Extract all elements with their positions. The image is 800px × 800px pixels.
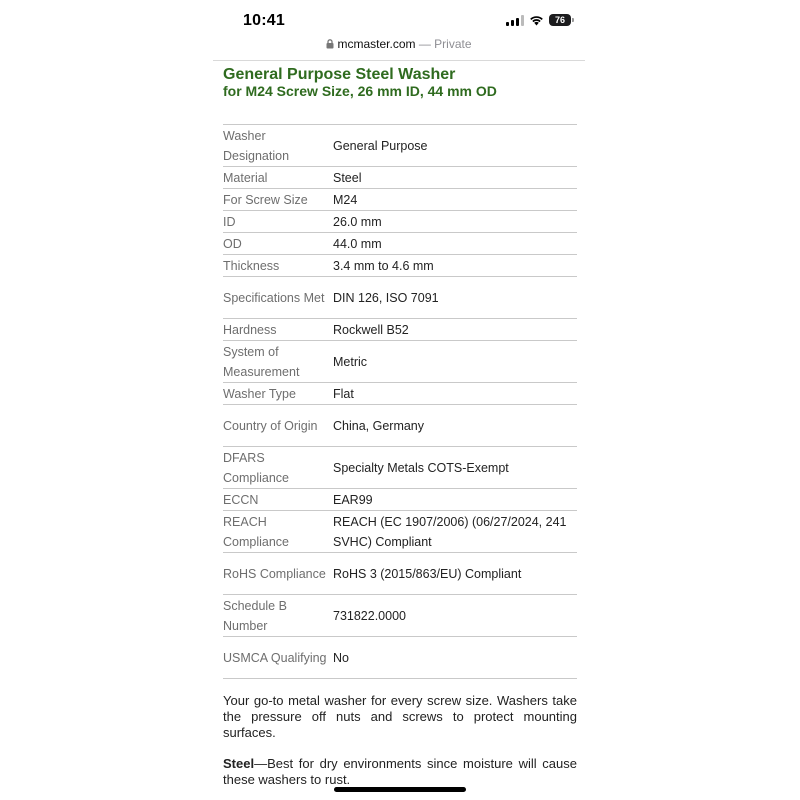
product-page bbox=[223, 66, 577, 787]
address-bar[interactable] bbox=[213, 37, 585, 55]
spec-value: 26.0 mm bbox=[333, 214, 382, 229]
spec-value: RoHS 3 (2015/863/EU) Compliant bbox=[333, 566, 522, 581]
spec-table bbox=[223, 124, 577, 679]
product-title: General Purpose Steel Washer bbox=[223, 66, 456, 83]
spec-value: EAR99 bbox=[333, 492, 373, 507]
spec-row bbox=[223, 255, 577, 277]
spec-row bbox=[223, 511, 577, 553]
home-indicator[interactable] bbox=[334, 787, 466, 792]
cellular-signal-icon bbox=[506, 15, 524, 26]
product-description: Your go-to metal washer for every screw size. Washers take the pressure off nuts and screws to protect mounting surfaces. bbox=[223, 693, 577, 740]
spec-label: Washer Type bbox=[223, 386, 296, 401]
spec-row bbox=[223, 125, 577, 167]
spec-row bbox=[223, 211, 577, 233]
spec-label: Hardness bbox=[223, 322, 277, 337]
spec-row bbox=[223, 167, 577, 189]
phone-screen bbox=[213, 0, 585, 800]
spec-value: Metric bbox=[333, 354, 368, 369]
material-term: Steel bbox=[223, 756, 255, 771]
spec-label: RoHS Compliance bbox=[223, 566, 326, 581]
spec-label: Material bbox=[223, 170, 268, 185]
spec-value: 731822.0000 bbox=[333, 608, 406, 623]
spec-value: REACH (EC 1907/2006) (06/27/2024, 241 SVHC) Compliant bbox=[333, 514, 567, 549]
spec-row bbox=[223, 595, 577, 637]
spec-label: Washer Designation bbox=[223, 128, 290, 163]
spec-value: No bbox=[333, 650, 349, 665]
spec-value: DIN 126, ISO 7091 bbox=[333, 290, 439, 305]
spec-row bbox=[223, 553, 577, 595]
material-note bbox=[223, 756, 577, 788]
lock-icon bbox=[326, 39, 334, 49]
spec-row bbox=[223, 277, 577, 319]
spec-label: USMCA Qualifying bbox=[223, 650, 327, 665]
spec-label: Specifications Met bbox=[223, 290, 325, 305]
status-bar bbox=[213, 0, 585, 36]
spec-value: 3.4 mm to 4.6 mm bbox=[333, 258, 434, 273]
spec-row bbox=[223, 319, 577, 341]
spec-value: M24 bbox=[333, 192, 358, 207]
material-note-text: —Best for dry environments since moisture will cause these washers to rust. bbox=[223, 756, 577, 787]
spec-label: Thickness bbox=[223, 258, 280, 273]
url-domain: mcmaster.com bbox=[337, 37, 416, 51]
address-bar-divider bbox=[213, 60, 585, 61]
spec-label: ID bbox=[223, 214, 236, 229]
spec-row bbox=[223, 233, 577, 255]
spec-row bbox=[223, 189, 577, 211]
status-icons bbox=[506, 14, 571, 26]
url-private-label: — Private bbox=[415, 37, 472, 51]
status-time: 10:41 bbox=[243, 12, 285, 29]
spec-label: DFARS Compliance bbox=[223, 450, 290, 485]
spec-value: China, Germany bbox=[333, 418, 425, 433]
spec-value: Steel bbox=[333, 170, 362, 185]
spec-label: System of Measurement bbox=[223, 344, 300, 379]
spec-row bbox=[223, 447, 577, 489]
spec-label: For Screw Size bbox=[223, 192, 308, 207]
product-subtitle: for M24 Screw Size, 26 mm ID, 44 mm OD bbox=[223, 83, 497, 99]
spec-row bbox=[223, 637, 577, 679]
spec-label: ECCN bbox=[223, 492, 259, 507]
spec-label: Country of Origin bbox=[223, 418, 318, 433]
spec-value: Rockwell B52 bbox=[333, 322, 409, 337]
spec-label: OD bbox=[223, 236, 242, 251]
wifi-icon bbox=[529, 15, 544, 26]
spec-value: Specialty Metals COTS-Exempt bbox=[333, 460, 509, 475]
spec-label: Schedule B Number bbox=[223, 598, 287, 633]
spec-label: REACH Compliance bbox=[223, 514, 290, 549]
spec-value: General Purpose bbox=[333, 138, 428, 153]
spec-row bbox=[223, 405, 577, 447]
spec-row bbox=[223, 383, 577, 405]
spec-row bbox=[223, 489, 577, 511]
spec-value: 44.0 mm bbox=[333, 236, 382, 251]
battery-icon: 76 bbox=[549, 14, 571, 26]
spec-row bbox=[223, 341, 577, 383]
spec-value: Flat bbox=[333, 386, 354, 401]
